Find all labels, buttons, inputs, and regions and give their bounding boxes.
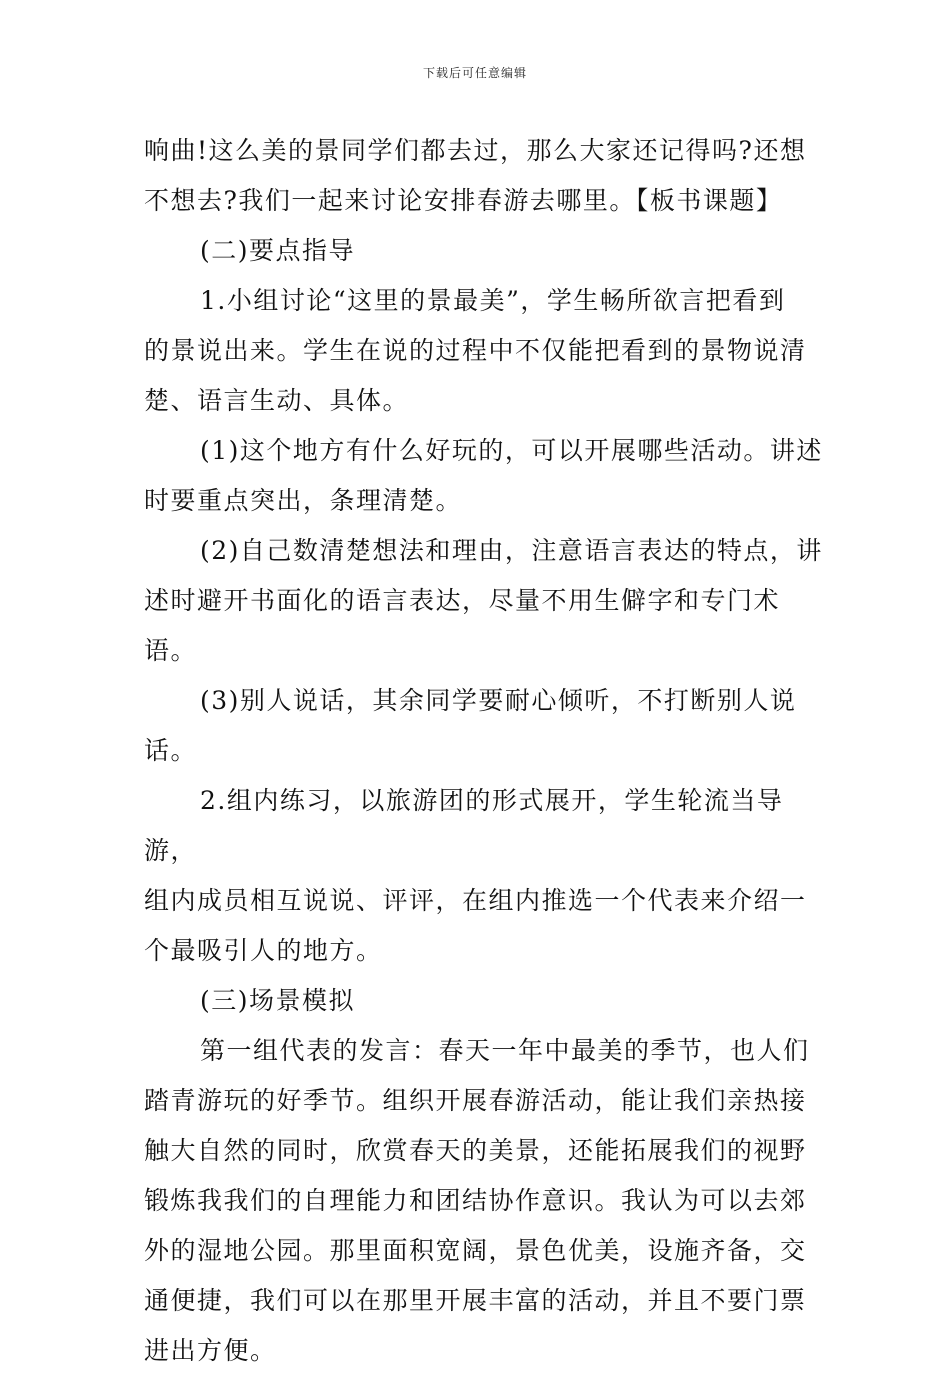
- text-line: (2)自己数清楚想法和理由，注意语言表达的特点，讲: [200, 536, 823, 565]
- text-line: 触大自然的同时，欣赏春天的美景，还能拓展我们的视野: [144, 1136, 807, 1165]
- text-line: 2.组内练习，以旅游团的形式展开，学生轮流当导游，: [144, 786, 784, 865]
- text-line: 的景说出来。学生在说的过程中不仅能把看到的景物说清: [144, 336, 807, 365]
- text-line: 不想去?我们一起来讨论安排春游去哪里。【板书课题】: [144, 186, 783, 215]
- document-body: [144, 126, 824, 1376]
- paragraph-continuation: [144, 126, 824, 226]
- text-line: 锻炼我我们的自理能力和团结协作意识。我认为可以去郊: [144, 1186, 807, 1215]
- section-heading-scene-simulation: [144, 976, 824, 1026]
- section-heading-key-points: [144, 226, 824, 276]
- text-line: 踏青游玩的好季节。组织开展春游活动，能让我们亲热接: [144, 1086, 807, 1115]
- paragraph-group-discussion: [144, 276, 824, 426]
- text-line: 组内成员相互说说、评评，在组内推选一个代表来介绍一: [144, 886, 807, 915]
- paragraph-group-practice: [144, 776, 824, 976]
- text-line: 第一组代表的发言：春天一年中最美的季节，也人们: [200, 1036, 810, 1065]
- paragraph-item-2: [144, 526, 824, 676]
- text-line: 楚、语言生动、具体。: [144, 386, 410, 415]
- text-line: (三)场景模拟: [200, 986, 356, 1015]
- text-line: 外的湿地公园。那里面积宽阔，景色优美，设施齐备，交: [144, 1236, 807, 1265]
- text-line: 述时避开书面化的语言表达，尽量不用生僻字和专门术语。: [144, 586, 781, 665]
- text-line: 通便捷，我们可以在那里开展丰富的活动，并且不要门票: [144, 1286, 807, 1315]
- text-line: 时要重点突出，条理清楚。: [144, 486, 463, 515]
- page-header-note: 下载后可任意编辑: [422, 66, 527, 80]
- paragraph-item-3: [144, 676, 824, 776]
- text-line: (二)要点指导: [200, 236, 356, 265]
- text-line: 进出方便。: [144, 1336, 277, 1365]
- text-line: (3)别人说话，其余同学要耐心倾听，不打断别人说话。: [144, 686, 797, 765]
- text-line: 响曲!这么美的景同学们都去过，那么大家还记得吗?还想: [144, 136, 807, 165]
- paragraph-group-one-speech: [144, 1026, 824, 1376]
- text-line: (1)这个地方有什么好玩的，可以开展哪些活动。讲述: [200, 436, 823, 465]
- paragraph-item-1: [144, 426, 824, 526]
- text-line: 个最吸引人的地方。: [144, 936, 383, 965]
- text-line: 1.小组讨论“这里的景最美”，学生畅所欲言把看到: [200, 286, 786, 315]
